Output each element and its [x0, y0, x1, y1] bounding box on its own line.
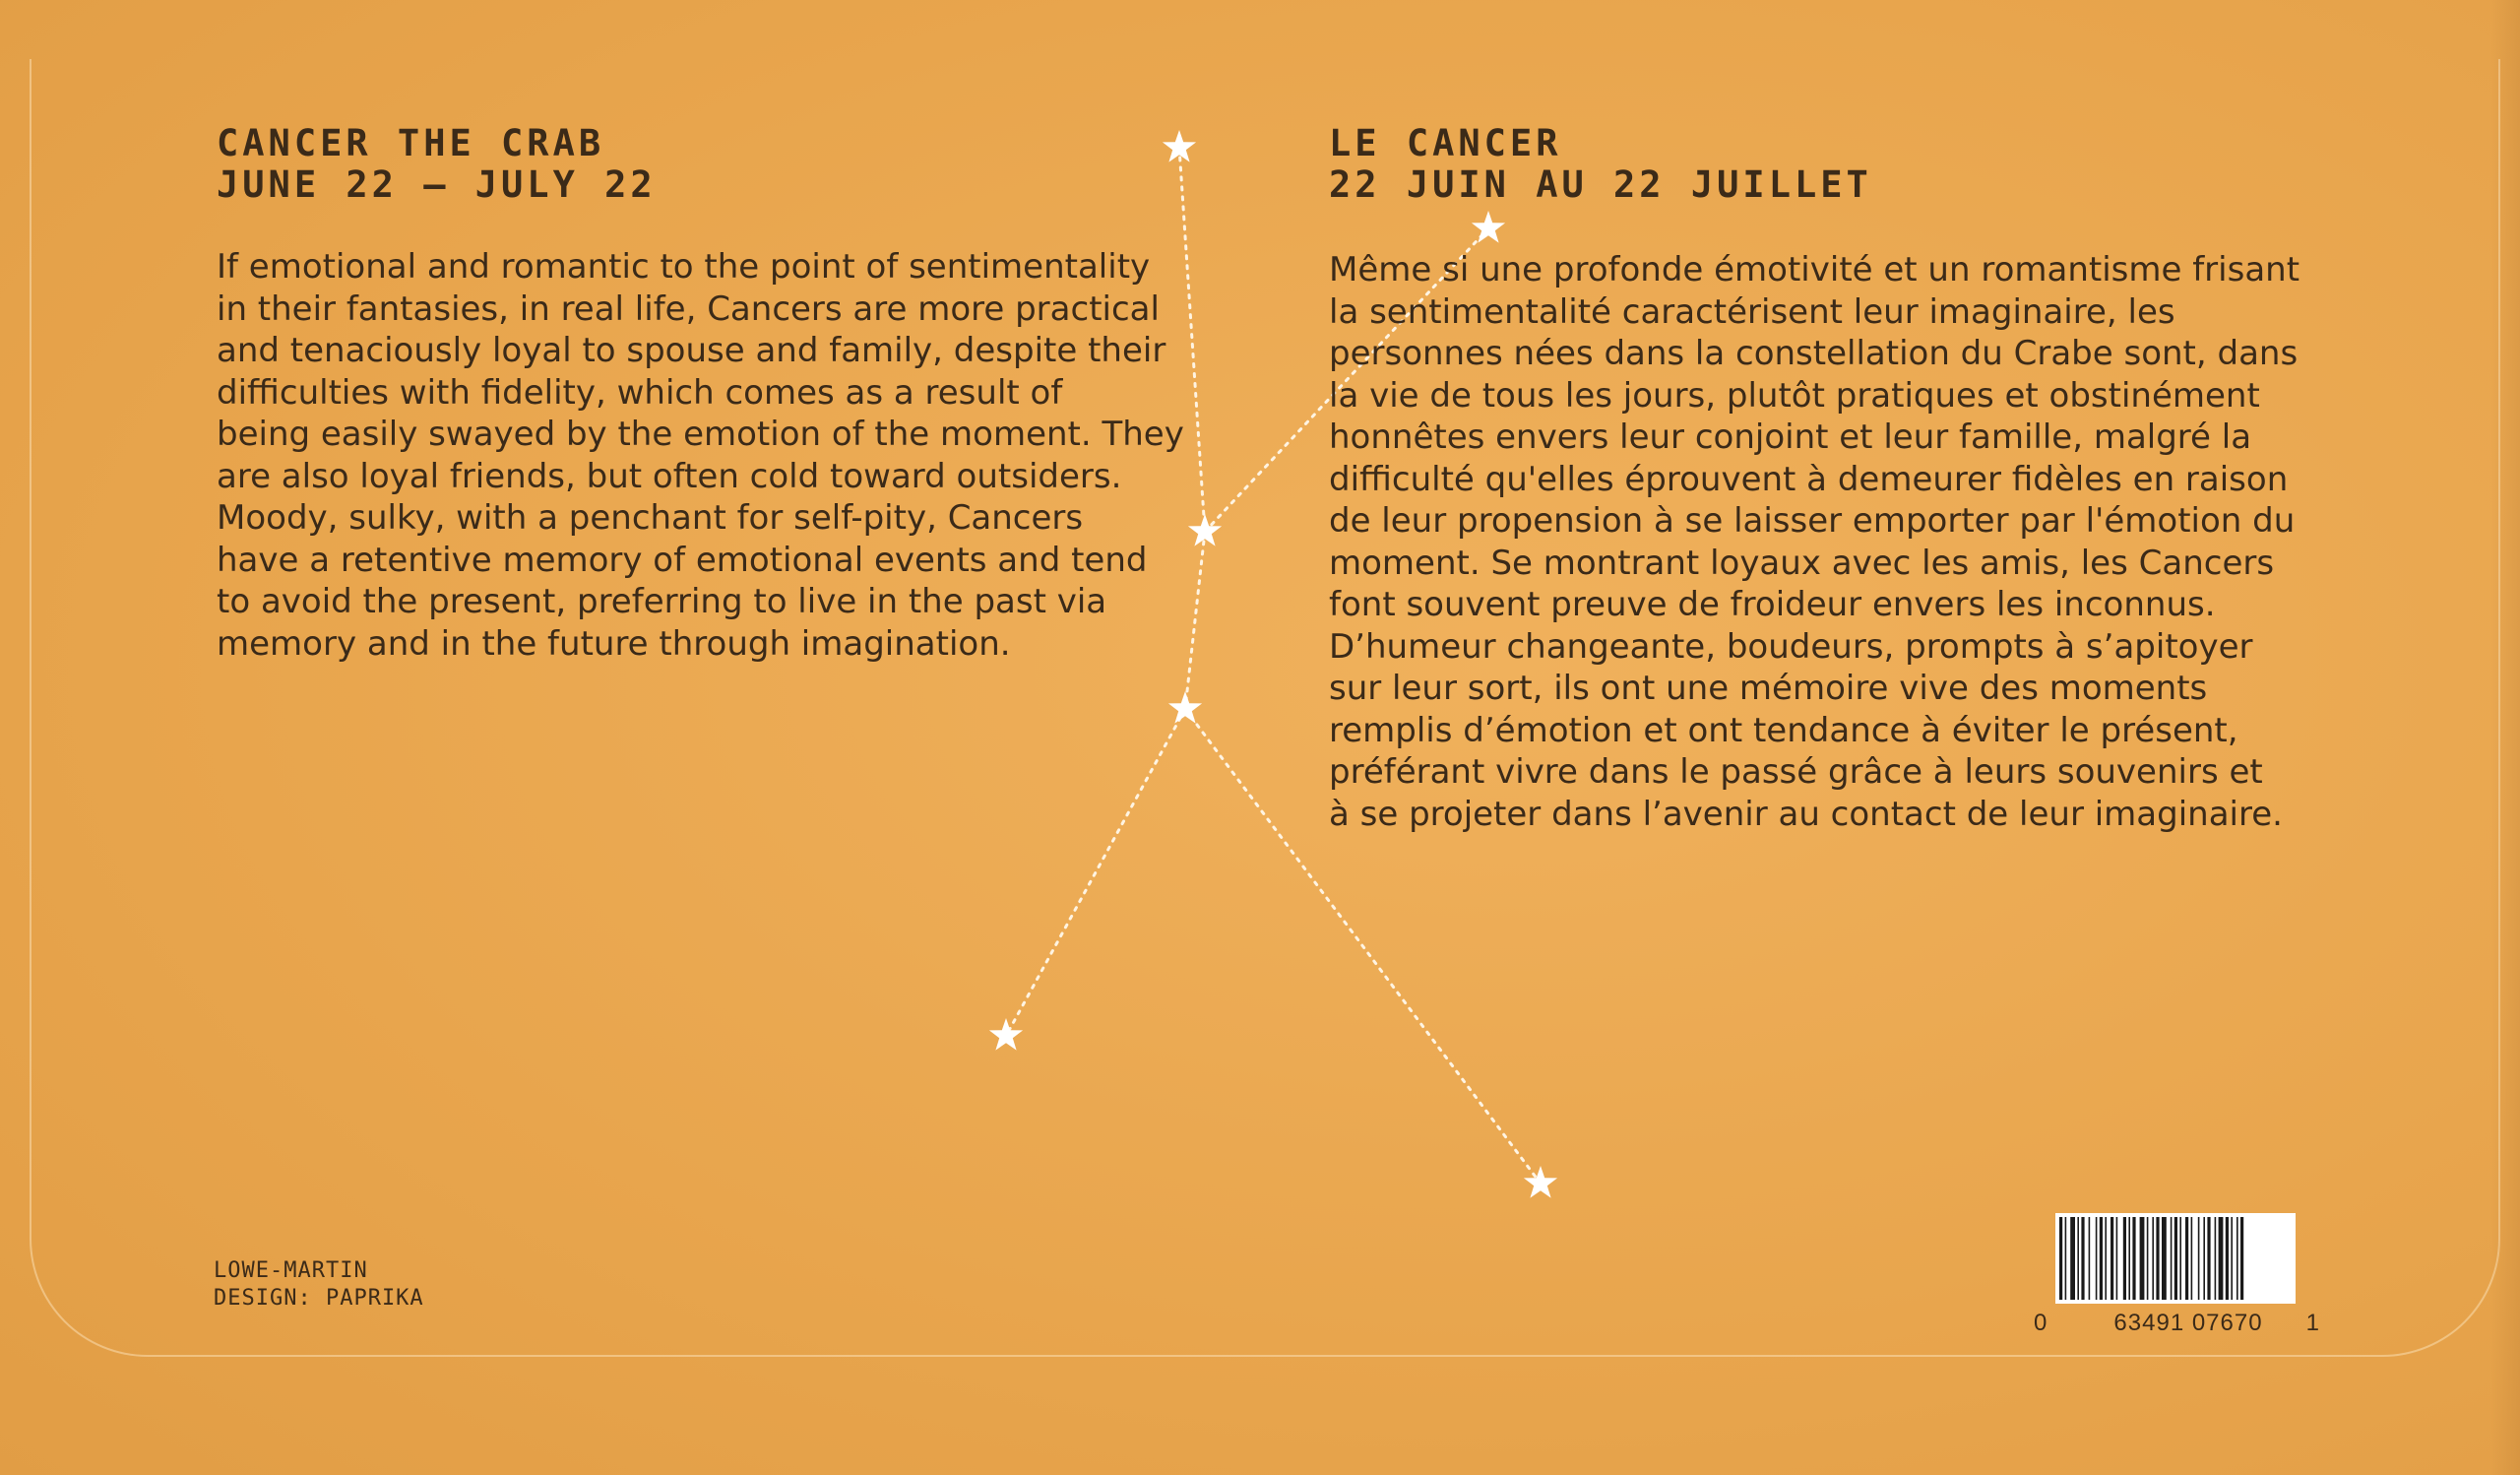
french-body-line: font souvent preuve de froideur envers les inconnus. [1329, 585, 2216, 624]
barcode-bar [2171, 1217, 2173, 1300]
printer-name: LOWE-MARTIN [214, 1258, 368, 1283]
english-heading [217, 123, 657, 206]
barcode-right-digit: 1 [2305, 1310, 2319, 1336]
star-icon [989, 1018, 1023, 1051]
french-dates: 22 JUIN AU 22 JUILLET [1329, 163, 1872, 206]
french-body-line: personnes nées dans la constellation du Crabe sont, dans [1329, 334, 2299, 373]
barcode [2055, 1213, 2296, 1304]
english-body-line: have a retentive memory of emotional events and tend [217, 540, 1148, 580]
english-body-line: being easily swayed by the emotion of the moment. They [217, 415, 1184, 454]
french-body-line: à se projeter dans l’avenir au contact de leur imaginaire. [1329, 794, 2283, 834]
barcode-bar [2162, 1217, 2167, 1300]
constellation-line [1006, 709, 1185, 1036]
barcode-bar [2215, 1217, 2217, 1300]
english-body [217, 246, 1184, 665]
french-body-line: sur leur sort, ils ont une mémoire vive des moments [1329, 669, 2208, 708]
french-body-line: difficulté qu'elles éprouvent à demeurer fidèles en raison [1329, 459, 2289, 499]
english-body-line: and tenaciously loyal to spouse and family, despite their [217, 331, 1166, 370]
barcode-bar [2185, 1217, 2188, 1300]
english-body-line: are also loyal friends, but often cold toward outsiders. [217, 456, 1122, 496]
star-icon [1524, 1166, 1557, 1198]
french-body-line: de leur propension à se laisser emporter par l'émotion du [1329, 501, 2296, 541]
barcode-bar [2231, 1217, 2233, 1300]
barcode-bar [2152, 1217, 2154, 1300]
barcode-bar [2174, 1217, 2177, 1300]
barcode-number [2034, 1310, 2319, 1337]
french-body-line: préférant vivre dans le passé grâce à leurs souvenirs et [1329, 752, 2263, 792]
barcode-bar [2156, 1217, 2159, 1300]
french-body-line: remplis d’émotion et ont tendance à éviter le présent, [1329, 710, 2238, 750]
barcode-bar [2100, 1217, 2103, 1300]
french-body-line: Même si une profonde émotivité et un romantisme frisant [1329, 250, 2300, 289]
french-title: LE CANCER [1329, 122, 1562, 164]
barcode-bar [2059, 1217, 2062, 1300]
barcode-bar [2128, 1217, 2130, 1300]
barcode-bar [2203, 1217, 2205, 1300]
barcode-bar [2065, 1217, 2067, 1300]
english-title: CANCER THE CRAB [217, 122, 605, 164]
barcode-bar [2081, 1217, 2084, 1300]
barcode-bar [2240, 1217, 2243, 1300]
barcode-bar [2077, 1217, 2079, 1300]
barcode-bar [2140, 1217, 2145, 1300]
barcode-main-digits: 63491 07670 [2113, 1310, 2263, 1336]
design-credit: DESIGN: PAPRIKA [214, 1286, 424, 1311]
barcode-bar [2096, 1217, 2098, 1300]
barcode-bar [2070, 1217, 2075, 1300]
barcode-bar [2236, 1217, 2238, 1300]
english-body-line: to avoid the present, preferring to live in the past via [217, 582, 1107, 621]
barcode-bar [2105, 1217, 2107, 1300]
barcode-bar [2116, 1217, 2118, 1300]
barcode-bars [2055, 1213, 2296, 1304]
constellation-line [1185, 532, 1205, 709]
french-body-line: honnêtes envers leur conjoint et leur famille, malgré la [1329, 417, 2252, 457]
barcode-bar [2207, 1217, 2210, 1300]
french-body-line: la vie de tous les jours, plutôt pratiques et obstinément [1329, 375, 2260, 416]
barcode-bar [2123, 1217, 2126, 1300]
french-body [1329, 249, 2300, 835]
barcode-bar [2191, 1217, 2193, 1300]
barcode-bar [2226, 1217, 2229, 1300]
french-heading [1329, 123, 1872, 206]
english-body-line: in their fantasies, in real life, Cancers are more practical [217, 289, 1160, 329]
barcode-bar [2179, 1217, 2181, 1300]
barcode-bar [2089, 1217, 2091, 1300]
french-body-line: D’humeur changeante, boudeurs, prompts à s’apitoyer [1329, 626, 2253, 667]
english-dates: JUNE 22 – JULY 22 [217, 163, 657, 206]
english-body-line: difficulties with fidelity, which comes as a result of [217, 372, 1063, 413]
english-body-line: If emotional and romantic to the point of sentimentality [217, 247, 1151, 287]
barcode-bar [2110, 1217, 2113, 1300]
french-body-line: moment. Se montrant loyaux avec les amis, les Cancers [1329, 543, 2275, 583]
french-body-line: la sentimentalité caractérisent leur imaginaire, les [1329, 291, 2175, 332]
star-icon [1472, 211, 1505, 243]
barcode-bar [2219, 1217, 2224, 1300]
printer-credits [214, 1257, 424, 1313]
english-body-line: memory and in the future through imagination. [217, 623, 1011, 664]
barcode-bar [2198, 1217, 2200, 1300]
english-body-line: Moody, sulky, with a penchant for self-pity, Cancers [217, 498, 1084, 538]
star-icon [1168, 691, 1202, 724]
barcode-bar [2147, 1217, 2149, 1300]
barcode-bar [2132, 1217, 2135, 1300]
barcode-left-digit: 0 [2034, 1310, 2048, 1336]
